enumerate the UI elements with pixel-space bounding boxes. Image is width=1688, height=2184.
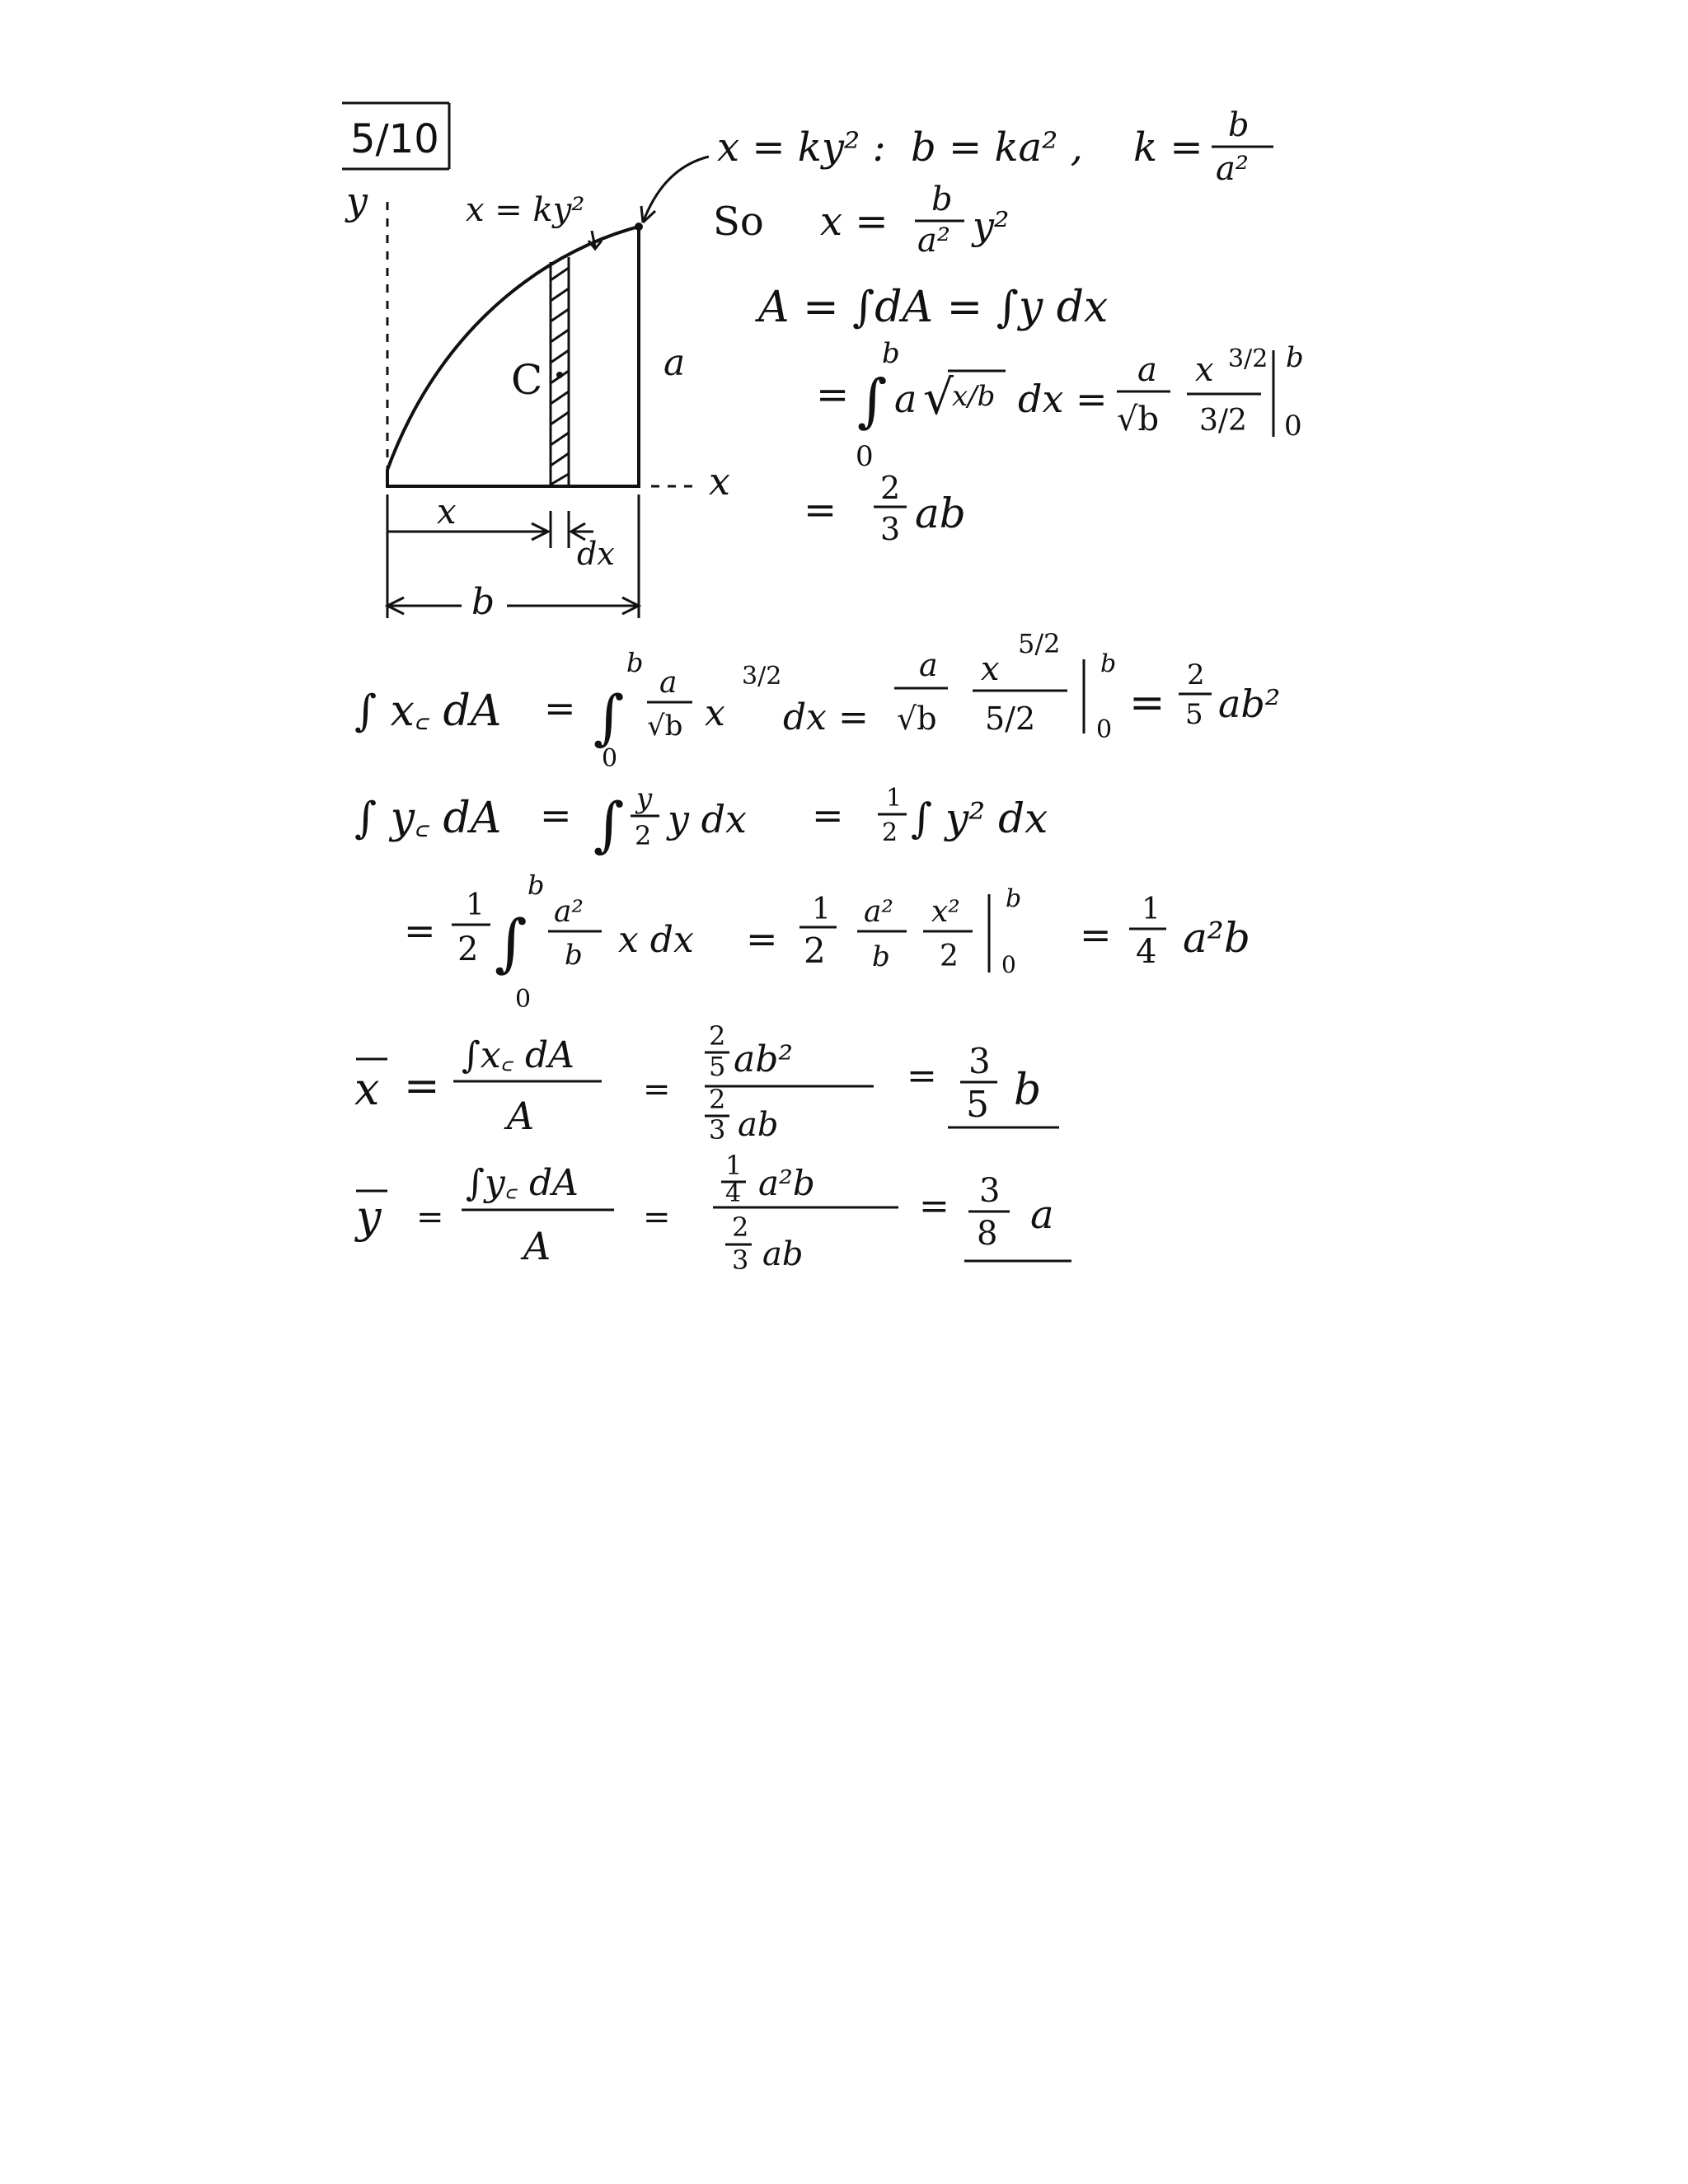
problem-number: 5/10 (350, 116, 439, 162)
svg-text:x: x (705, 692, 725, 734)
svg-text:=: = (816, 372, 850, 418)
svg-text:dx =: dx = (783, 696, 869, 738)
moment-y-derivation (354, 782, 1250, 1014)
svg-text:a: a (1137, 351, 1157, 389)
svg-text:3: 3 (709, 1114, 726, 1146)
k-label: k = (1133, 124, 1203, 171)
svg-text:=: = (919, 1185, 950, 1227)
svg-text:4: 4 (1136, 933, 1157, 971)
curve-equation: x = ky² : (717, 124, 886, 171)
svg-text:∫: ∫ (593, 790, 625, 859)
svg-text:∫ x꜀ dA: ∫ x꜀ dA (354, 687, 502, 736)
svg-text:b: b (565, 939, 583, 972)
svg-text:∫: ∫ (593, 682, 625, 752)
ybar-result (354, 1150, 1071, 1276)
svg-text:0: 0 (1001, 951, 1016, 978)
area-element-strip (551, 257, 569, 486)
svg-text:b: b (872, 940, 890, 973)
svg-text:a²: a² (554, 895, 584, 929)
svg-text:1: 1 (725, 1150, 743, 1181)
curve-label: x = ky² (466, 191, 585, 229)
svg-text:x =: x = (820, 199, 889, 245)
svg-text:ab²: ab² (734, 1038, 794, 1080)
svg-text:∫ y² dx: ∫ y² dx (911, 794, 1048, 842)
svg-text:4: 4 (725, 1179, 742, 1208)
svg-text:∫: ∫ (857, 367, 888, 434)
strip-centroid-dot (556, 372, 563, 378)
svg-text:2: 2 (732, 1212, 749, 1243)
svg-text:2: 2 (804, 930, 826, 971)
svg-text:0: 0 (856, 440, 874, 473)
xbar-result (354, 1020, 1059, 1146)
svg-text:√b: √b (647, 710, 683, 743)
svg-text:5/2: 5/2 (1018, 628, 1061, 659)
svg-text:=: = (643, 1071, 671, 1108)
svg-text:=: = (746, 916, 778, 961)
svg-text:√b: √b (897, 701, 937, 737)
svg-text:b: b (1006, 884, 1022, 913)
svg-text:1: 1 (466, 888, 485, 922)
svg-text:x/b: x/b (952, 380, 996, 413)
svg-text:b: b (626, 647, 644, 678)
svg-text:0: 0 (602, 744, 618, 773)
svg-text:3: 3 (979, 1172, 1001, 1210)
svg-text:x: x (1195, 351, 1214, 389)
svg-text:3/2: 3/2 (1199, 404, 1247, 438)
svg-text:=: = (907, 1055, 937, 1097)
x-dimension-label: x (437, 491, 457, 532)
svg-text:ab: ab (738, 1106, 779, 1144)
x-axis-label: x (709, 459, 730, 504)
svg-text:a: a (919, 647, 938, 683)
svg-text:2: 2 (882, 818, 898, 847)
svg-text:A: A (507, 1094, 535, 1138)
svg-text:2: 2 (457, 930, 479, 968)
svg-text:=: = (804, 487, 837, 533)
svg-text:=: = (544, 686, 576, 730)
svg-text:3: 3 (880, 511, 901, 547)
svg-text:=: = (643, 1198, 671, 1236)
svg-text:y: y (356, 1191, 382, 1243)
svg-text:1: 1 (812, 893, 831, 926)
svg-text:b: b (1100, 649, 1117, 678)
svg-text:3/2: 3/2 (742, 662, 782, 691)
centroid-label: C (511, 356, 543, 404)
y-axis-label: y (346, 179, 368, 223)
svg-text:a: a (659, 666, 678, 700)
svg-text:=: = (812, 793, 844, 837)
svg-text:2: 2 (880, 470, 901, 506)
svg-text:x dx: x dx (618, 919, 694, 961)
svg-text:a²: a² (864, 895, 893, 929)
svg-text:√b: √b (1117, 401, 1160, 438)
svg-text:3: 3 (968, 1041, 991, 1081)
svg-text:b: b (931, 180, 953, 218)
x-dimension (387, 523, 593, 540)
svg-text:b: b (1228, 106, 1250, 144)
svg-text:=: = (404, 1062, 440, 1111)
svg-text:1: 1 (1142, 893, 1160, 926)
svg-text:√: √ (923, 369, 954, 425)
svg-text:y dx: y dx (668, 797, 747, 841)
area-definition: A = ∫dA = ∫y dx (758, 283, 1109, 332)
svg-text:0: 0 (1096, 715, 1113, 744)
svg-text:=: = (1129, 678, 1165, 728)
svg-text:8: 8 (977, 1215, 998, 1253)
svg-text:2: 2 (709, 1020, 726, 1052)
svg-text:A: A (523, 1224, 551, 1268)
svg-text:5: 5 (1185, 698, 1203, 731)
svg-text:2: 2 (940, 940, 959, 973)
moment-y-result: a²b (1183, 914, 1250, 962)
height-label: a (663, 342, 686, 384)
svg-text:0: 0 (515, 985, 532, 1014)
ybar-final: a (1030, 1192, 1054, 1238)
svg-text:=: = (404, 908, 436, 953)
svg-text:ab: ab (762, 1235, 804, 1273)
dx-label: dx (577, 536, 615, 572)
svg-text:∫x꜀ dA: ∫x꜀ dA (462, 1034, 574, 1076)
svg-text:a²: a² (917, 222, 950, 260)
curve-endpoint (635, 223, 643, 231)
svg-text:a²b: a²b (758, 1163, 815, 1203)
svg-text:b: b (882, 337, 900, 370)
svg-text:5: 5 (709, 1051, 726, 1082)
svg-text:dx =: dx = (1018, 377, 1108, 421)
svg-text:y: y (636, 782, 653, 815)
svg-text:x²: x² (931, 895, 960, 929)
svg-text:2: 2 (635, 820, 652, 851)
svg-text:1: 1 (886, 784, 903, 813)
area-result: ab (915, 490, 966, 537)
xbar-final: b (1014, 1066, 1042, 1115)
svg-text:3: 3 (732, 1244, 749, 1276)
svg-text:∫y꜀ dA: ∫y꜀ dA (466, 1162, 579, 1204)
svg-text:2: 2 (1187, 658, 1205, 691)
svg-text:x: x (981, 650, 1000, 688)
boundary-condition: b = ka² , (911, 124, 1083, 171)
svg-text:x: x (354, 1063, 380, 1115)
b-dimension-label: b (471, 581, 495, 623)
so-label: So (713, 199, 764, 245)
svg-text:5/2: 5/2 (985, 701, 1036, 737)
svg-text:b: b (1286, 341, 1304, 374)
moment-x-derivation (354, 628, 1280, 773)
svg-text:2: 2 (709, 1084, 726, 1115)
svg-text:∫ y꜀ dA: ∫ y꜀ dA (354, 794, 502, 843)
svg-text:∫: ∫ (495, 906, 528, 979)
svg-text:b: b (528, 869, 545, 901)
b-dimension (387, 598, 639, 614)
svg-text:0: 0 (1284, 410, 1302, 443)
figure (345, 157, 730, 623)
svg-text:3/2: 3/2 (1228, 344, 1268, 373)
svg-text:y²: y² (973, 204, 1010, 248)
svg-text:=: = (540, 793, 572, 837)
svg-text:=: = (416, 1198, 444, 1236)
svg-text:=: = (1080, 912, 1112, 957)
svg-text:a²: a² (1216, 150, 1249, 188)
moment-x-result: ab² (1218, 682, 1281, 726)
svg-text:a: a (894, 377, 917, 421)
area-derivation (713, 106, 1304, 547)
svg-text:5: 5 (966, 1084, 989, 1126)
problem-number-box (342, 103, 449, 169)
